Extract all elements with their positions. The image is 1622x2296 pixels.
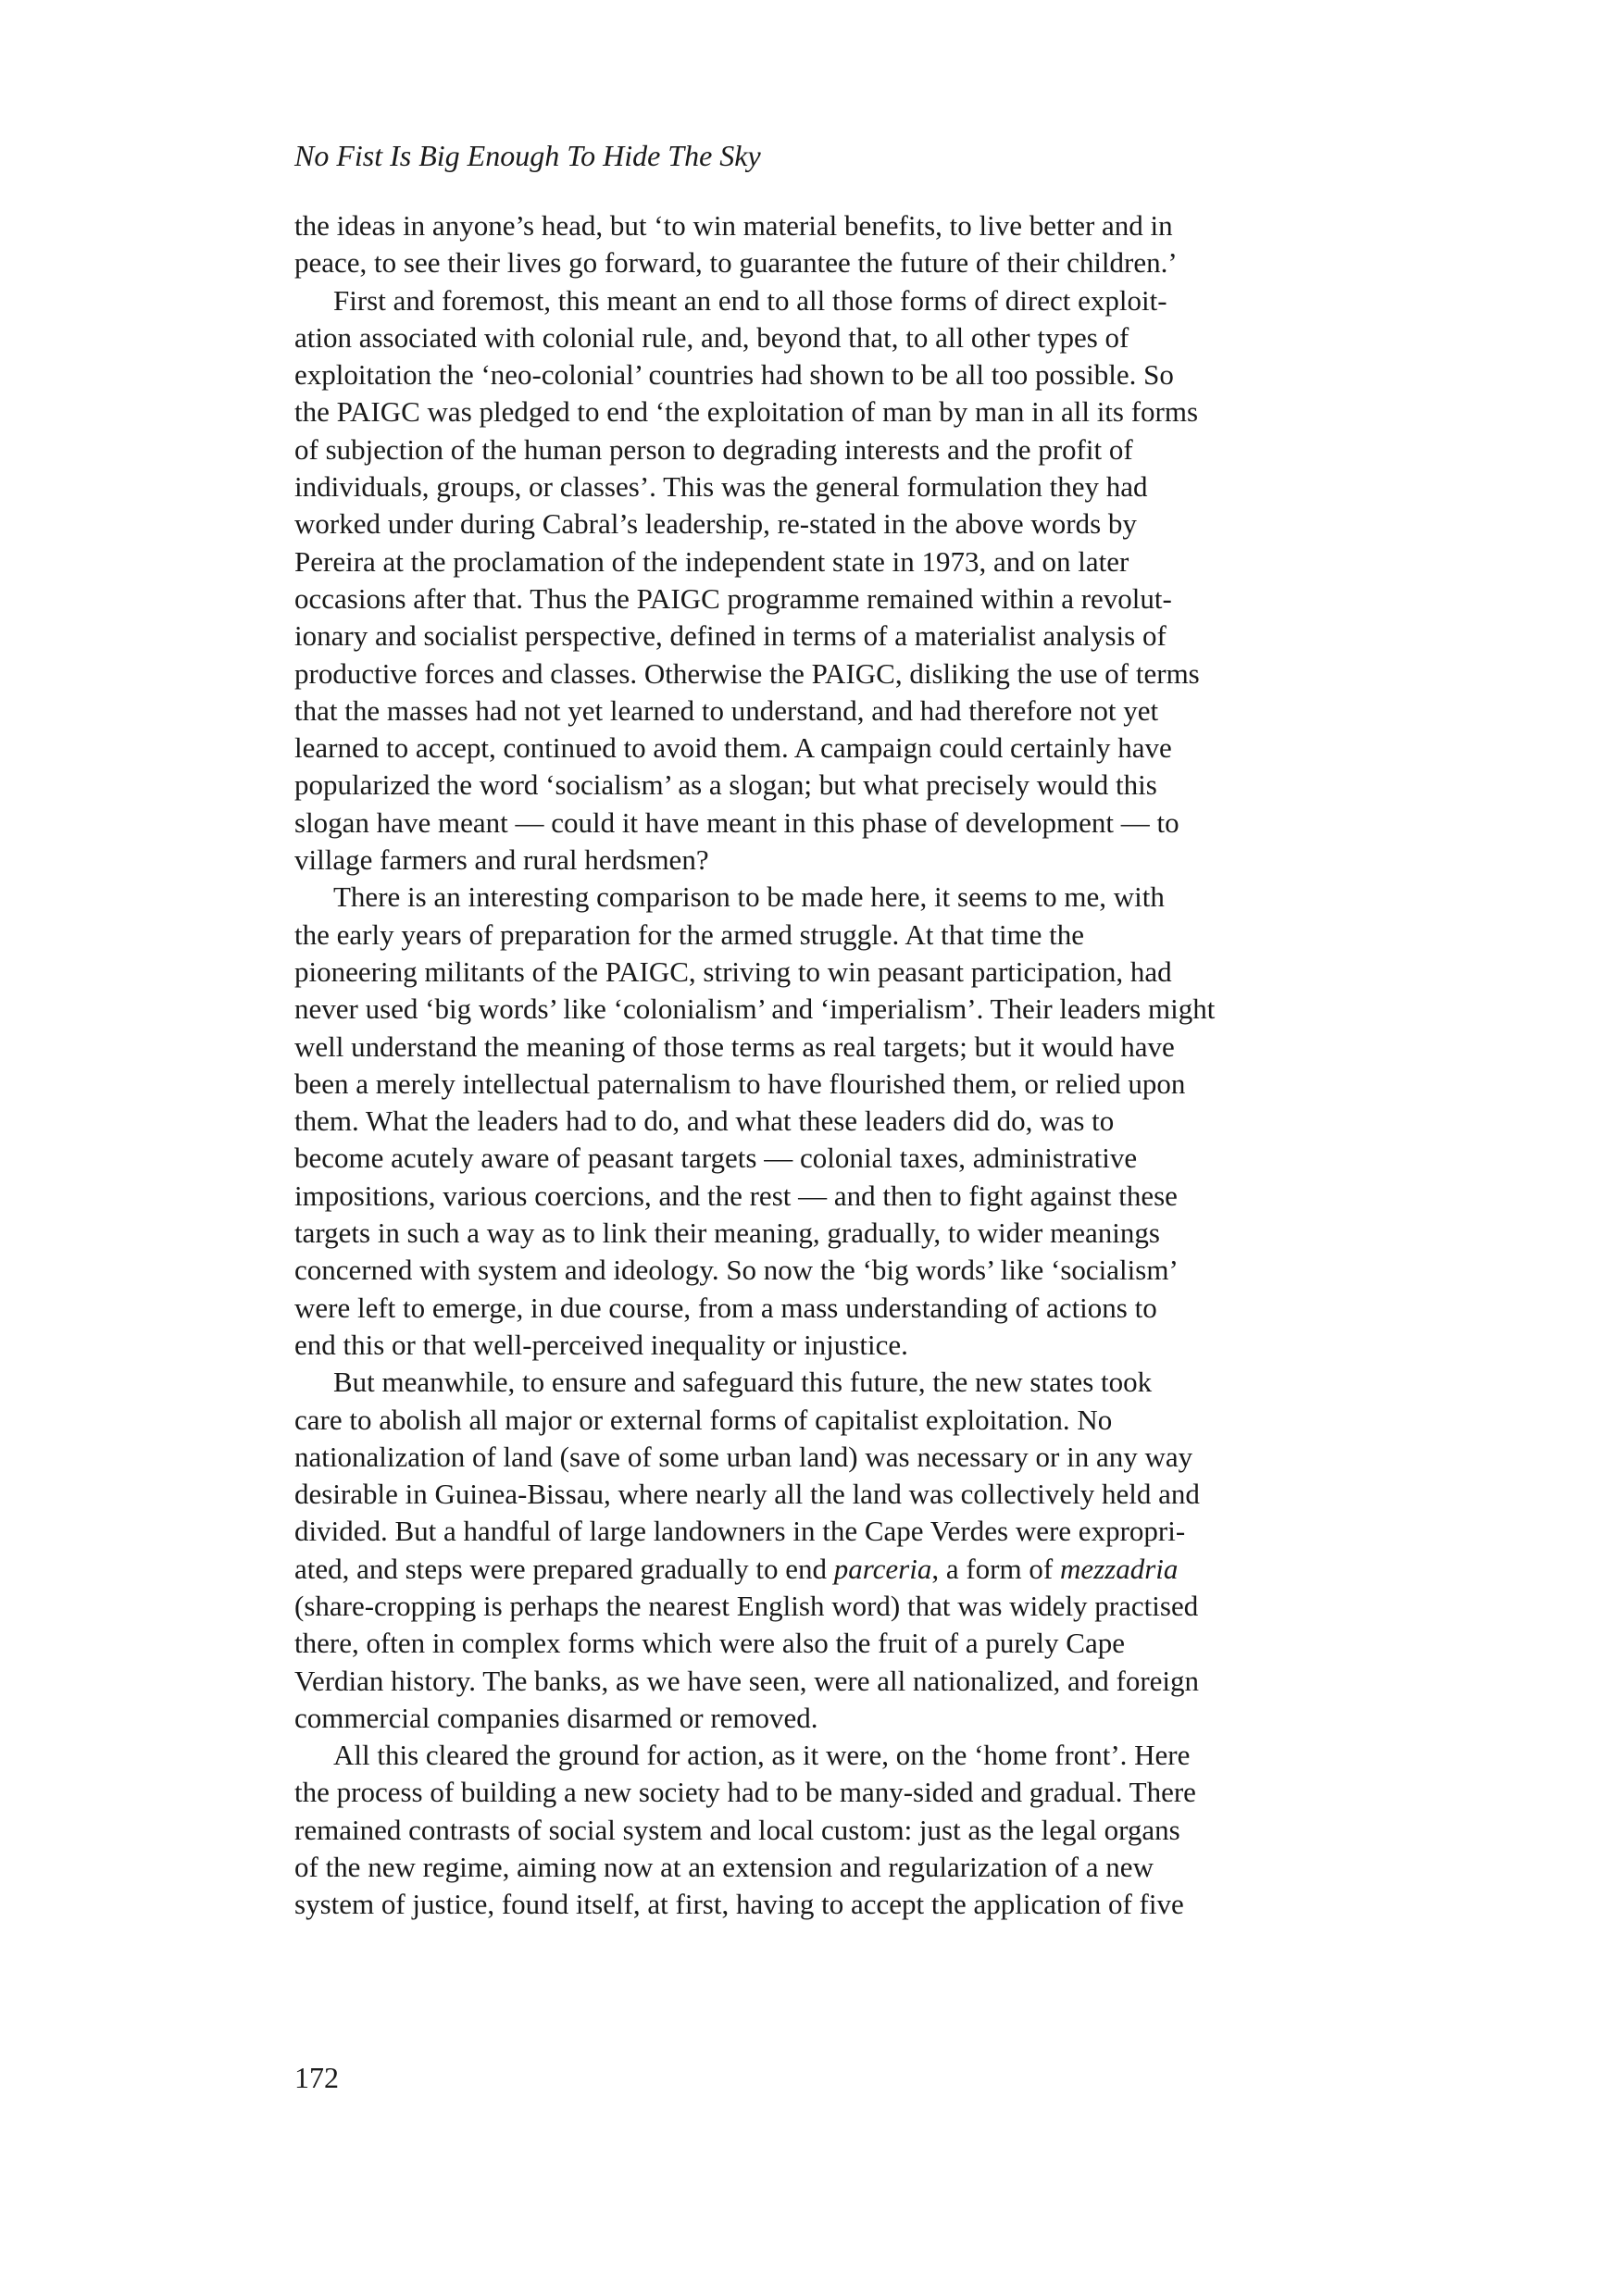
text-line: concerned with system and ideology. So now the ‘big words’ like ‘socialism’ (294, 1254, 1179, 1287)
text-line: divided. But a handful of large landowners in the Cape Verdes were expropri- (294, 1515, 1186, 1548)
text-line: Verdian history. The banks, as we have seen, were all nationalized, and foreign (294, 1664, 1200, 1697)
text-line: of the new regime, aiming now at an extension and regularization of a new (294, 1851, 1154, 1884)
text-line: that the masses had not yet learned to understand, and had therefore not yet (294, 693, 1159, 727)
text-line: productive forces and classes. Otherwise the PAIGC, disliking the use of terms (294, 656, 1200, 690)
text-line: But meanwhile, to ensure and safeguard this future, the new states took (333, 1366, 1153, 1399)
text-line: ation associated with colonial rule, and, beyond that, to all other types of (294, 320, 1129, 354)
text-line: been a merely intellectual paternalism to have flourished them, or relied upon (294, 1067, 1186, 1100)
text-line: impositions, various coercions, and the rest — and then to fight against these (294, 1179, 1178, 1212)
text-line: occasions after that. Thus the PAIGC programme remained within a revolut- (294, 581, 1172, 615)
text-line: Pereira at the proclamation of the independent state in 1973, and on later (294, 544, 1129, 578)
book-page (294, 0, 1387, 2296)
page-number: 172 (294, 2061, 339, 2094)
text-line: the PAIGC was pledged to end ‘the exploitation of man by man in all its forms (294, 395, 1199, 429)
text-line: individuals, groups, or classes’. This was the general formulation they had (294, 470, 1148, 504)
italic-term: parceria (833, 1552, 932, 1585)
text-line: were left to emerge, in due course, from a mass understanding of actions to (294, 1291, 1157, 1324)
text-line: remained contrasts of social system and local custom: just as the legal organs (294, 1813, 1180, 1846)
text-line: pioneering militants of the PAIGC, striving to win peasant participation, had (294, 955, 1172, 988)
text-line: targets in such a way as to link their meaning, gradually, to wider meanings (294, 1217, 1160, 1250)
running-head: No Fist Is Big Enough To Hide The Sky (294, 139, 761, 172)
text-line: of subjection of the human person to degrading interests and the profit of (294, 432, 1133, 466)
italic-term: mezzadria (1059, 1552, 1179, 1585)
text-line: worked under during Cabral’s leadership, re-stated in the above words by (294, 507, 1137, 541)
text-line: First and foremost, this meant an end to all those forms of direct exploit- (333, 283, 1167, 317)
text-line: peace, to see their lives go forward, to guarantee the future of their children.’ (294, 246, 1178, 280)
text-line: the ideas in anyone’s head, but ‘to win material benefits, to live better and in (294, 209, 1173, 242)
text-line: commercial companies disarmed or removed. (294, 1701, 818, 1734)
text-line: village farmers and rural herdsmen? (294, 843, 709, 877)
text-line: learned to accept, continued to avoid them. A campaign could certainly have (294, 731, 1172, 765)
text-line: desirable in Guinea-Bissau, where nearly all the land was collectively held and (294, 1478, 1200, 1511)
text-line: end this or that well-perceived inequality or injustice. (294, 1328, 908, 1361)
text-line: system of justice, found itself, at first, having to accept the application of five (294, 1888, 1184, 1921)
text-line: the early years of preparation for the armed struggle. At that time the (294, 917, 1085, 951)
text-line: All this cleared the ground for action, as it were, on the ‘home front’. Here (333, 1739, 1191, 1772)
text-line: (share-cropping is perhaps the nearest English word) that was widely practised (294, 1589, 1199, 1622)
text-line: the process of building a new society had to be many-sided and gradual. There (294, 1776, 1196, 1809)
text-line: ated, and steps were prepared gradually to end parceria, a form of mezzadria (294, 1552, 1179, 1585)
text-line: there, often in complex forms which were also the fruit of a purely Cape (294, 1627, 1125, 1660)
text-line: become acutely aware of peasant targets — colonial taxes, administrative (294, 1142, 1138, 1175)
text-line: care to abolish all major or external forms of capitalist exploitation. No (294, 1403, 1113, 1436)
body-text (294, 207, 1387, 1924)
text-line: There is an interesting comparison to be made here, it seems to me, with (333, 880, 1165, 914)
text-line: well understand the meaning of those terms as real targets; but it would have (294, 1029, 1175, 1063)
text-line: ionary and socialist perspective, defined in terms of a materialist analysis of (294, 619, 1167, 653)
text-line: popularized the word ‘socialism’ as a slogan; but what precisely would this (294, 768, 1157, 802)
text-line: exploitation the ‘neo-colonial’ countries had shown to be all too possible. So (294, 358, 1174, 392)
text-line: never used ‘big words’ like ‘colonialism’ and ‘imperialism’. Their leaders might (294, 992, 1216, 1026)
text-line: slogan have meant — could it have meant in this phase of development — to (294, 805, 1179, 839)
text-line: them. What the leaders had to do, and what these leaders did do, was to (294, 1104, 1115, 1138)
text-line: nationalization of land (save of some urban land) was necessary or in any way (294, 1440, 1193, 1473)
